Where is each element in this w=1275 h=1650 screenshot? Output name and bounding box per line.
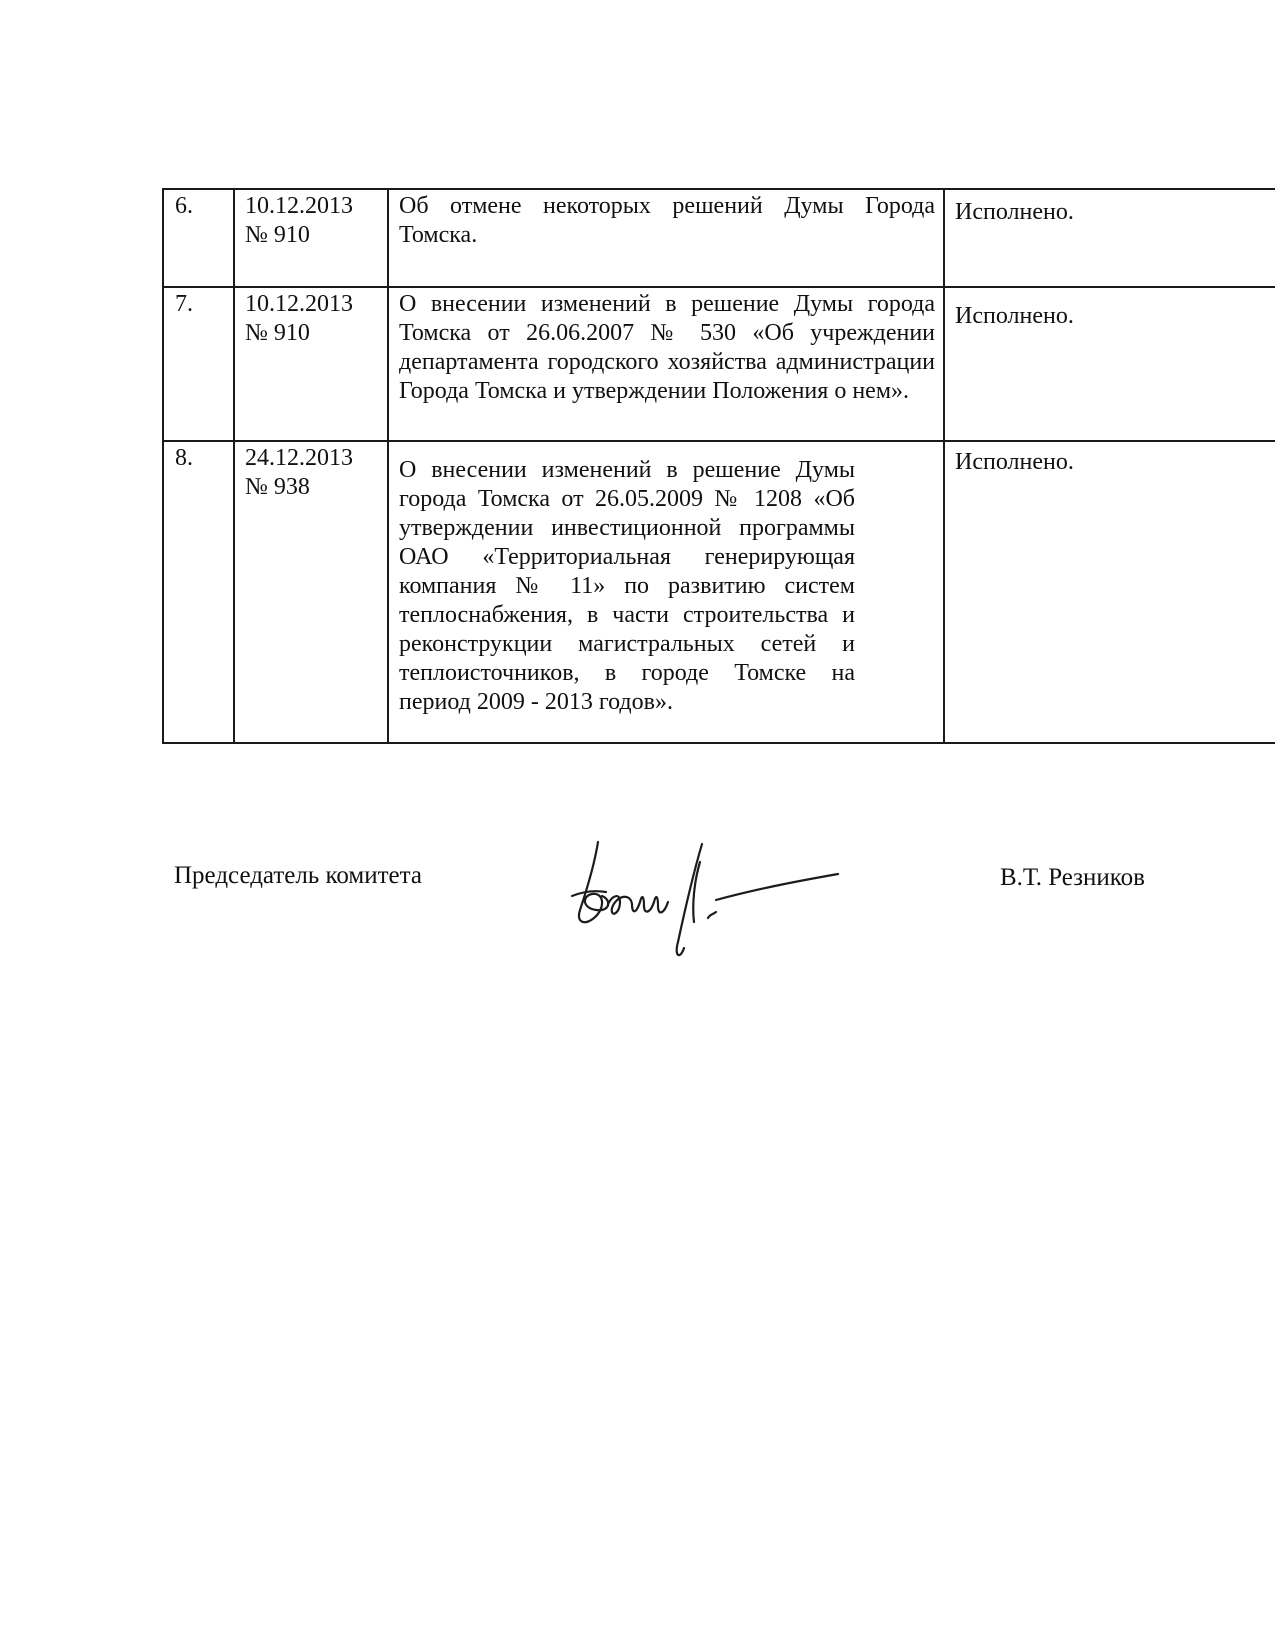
decision-status: Исполнено. — [944, 189, 1275, 287]
decision-date: 10.12.2013 — [245, 193, 353, 219]
decision-date-cell — [234, 189, 388, 287]
signer-name: В.Т. Резников — [1000, 864, 1145, 891]
row-number: 6. — [163, 189, 234, 287]
decision-date-cell — [234, 287, 388, 441]
decision-title-cell — [388, 441, 944, 743]
decision-number: № 938 — [245, 474, 310, 500]
position-title: Председатель комитета — [174, 862, 422, 889]
table-row — [163, 287, 1275, 441]
resolutions-table — [162, 188, 1275, 744]
decision-date-cell — [234, 441, 388, 743]
decision-status: Исполнено. — [944, 287, 1275, 441]
decision-title: О внесении изменений в решение Думы города Томска от 26.05.2009 № 1208 «Об утверждении инвестиционной программы ОАО «Территориальная генерирующая компания № 11» по развитию систем теплоснабжения, в части строительства и реконструкции магистральных сетей и теплоисточников, в городе Томске на период 2009 - 2013 годов». — [399, 457, 855, 715]
handwritten-signature — [560, 822, 850, 972]
decision-date: 10.12.2013 — [245, 291, 353, 317]
decision-status: Исполнено. — [944, 441, 1275, 743]
table-row — [163, 441, 1275, 743]
decision-date: 24.12.2013 — [245, 445, 353, 471]
decision-number: № 910 — [245, 222, 310, 248]
table-row — [163, 189, 1275, 287]
row-number: 8. — [163, 441, 234, 743]
decision-title: О внесении изменений в решение Думы города Томска от 26.06.2007 № 530 «Об учреждении департамента городского хозяйства администрации Города Томска и утверждении Положения о нем». — [388, 287, 944, 441]
row-number: 7. — [163, 287, 234, 441]
decision-title: Об отмене некоторых решений Думы Города Томска. — [388, 189, 944, 287]
decision-number: № 910 — [245, 320, 310, 346]
